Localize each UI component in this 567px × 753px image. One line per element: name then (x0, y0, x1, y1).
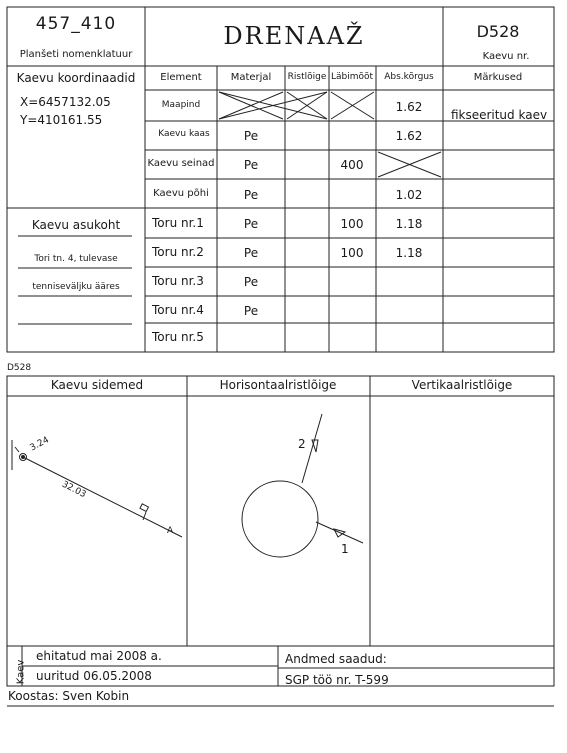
footer-source-heading: Andmed saadud: (285, 652, 387, 666)
well-links-drawing (12, 440, 182, 537)
well-number: D528 (476, 22, 520, 41)
location-line-1: Tori tn. 4, tulevase (34, 254, 118, 264)
sheet-caption: Planšeti nomenklatuur (19, 49, 133, 60)
distance-label-short: 3.24 (28, 435, 51, 454)
table-row-material: Pe (243, 246, 259, 260)
sheet-code: 457_410 (35, 14, 117, 34)
location-heading: Kaevu asukoht (31, 218, 121, 232)
coordinate-x: X=6457132.05 (20, 95, 111, 109)
table-row-element: Toru nr.4 (152, 303, 204, 317)
table-row-material: Pe (243, 275, 259, 289)
col-header-elevation: Abs.kõrgus (384, 72, 434, 82)
footer-built-date: ehitatud mai 2008 a. (36, 649, 162, 663)
table-row-material: Pe (243, 304, 259, 318)
table-row-element: Toru nr.2 (152, 245, 204, 259)
panel-title-well-links: Kaevu sidemed (50, 378, 144, 392)
table-row-diameter: 400 (340, 158, 364, 172)
distance-label-long: 32.03 (59, 479, 88, 501)
panel-title-horizontal-section: Horisontaalristlõige (219, 378, 337, 392)
drawing-code: D528 (7, 363, 32, 373)
col-header-notes: Märkused (473, 72, 523, 83)
table-row-material: Pe (243, 129, 259, 143)
pipe-label-1: 1 (341, 542, 349, 556)
page-title: DRENAAŽ (223, 22, 365, 50)
footer-survey-date: uuritud 06.05.2008 (36, 669, 152, 683)
table-row-elevation: 1.62 (395, 100, 423, 114)
col-header-diameter: Läbimõõt (330, 72, 374, 82)
col-header-cross: Ristlõige (287, 72, 327, 82)
table-row-elevation: 1.18 (395, 217, 423, 231)
table-row-element: Kaevu kaas (158, 129, 210, 139)
footer-source-value: SGP töö nr. T-599 (285, 673, 389, 687)
table-row-element: Toru nr.1 (152, 216, 204, 230)
table-row-element: Maapind (161, 100, 201, 110)
pipe-label-2: 2 (298, 437, 306, 451)
table-row-elevation: 1.62 (395, 129, 423, 143)
table-row-element: Kaevu põhi (153, 188, 209, 199)
table-row-notes: fikseeritud kaev (450, 108, 548, 122)
coordinate-y: Y=410161.55 (20, 113, 103, 127)
footer-side-label: Kaev (15, 659, 27, 685)
point-label: A (167, 526, 174, 536)
table-row-diameter: 100 (340, 217, 364, 231)
table-row-elevation: 1.02 (395, 188, 423, 202)
location-line-2: tenniseväljku ääres (32, 282, 120, 292)
table-row-material: Pe (243, 217, 259, 231)
table-row-diameter: 100 (340, 246, 364, 260)
table-row-material: Pe (243, 158, 259, 172)
col-header-material: Materjal (230, 72, 272, 83)
col-header-element: Element (160, 72, 202, 83)
table-row-element: Toru nr.3 (152, 274, 204, 288)
panel-title-vertical-section: Vertikaalristlõige (411, 378, 513, 392)
table-row-material: Pe (243, 188, 259, 202)
coordinates-heading: Kaevu koordinaadid (16, 71, 136, 85)
table-row-element: Kaevu seinad (147, 158, 215, 169)
well-caption: Kaevu nr. (482, 51, 530, 62)
horizontal-section-drawing (242, 414, 363, 557)
footer-compiler: Koostas: Sven Kobin (8, 689, 130, 703)
table-row-element: Toru nr.5 (152, 330, 204, 344)
table-row-elevation: 1.18 (395, 246, 423, 260)
